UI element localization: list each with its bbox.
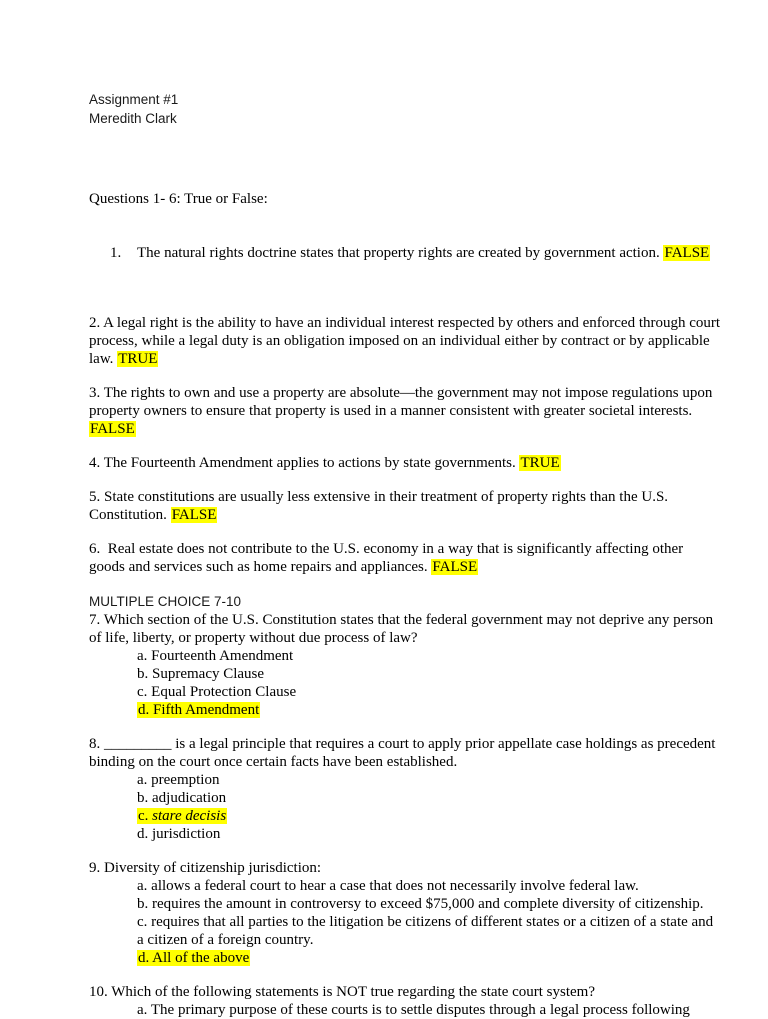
answer-highlight-q6: FALSE: [432, 559, 478, 575]
question-7-option-a: a. Fourteenth Amendment: [137, 648, 294, 664]
answer-highlight-q3: FALSE: [90, 421, 135, 437]
tf-section-heading: Questions 1- 6: True or False:: [89, 191, 268, 207]
question-3-statement: 3. The rights to own and use a property are absolute—the government may not impose regulations upon property owners to ensure that property is used in a manner consistent with greater societal interests.: [89, 385, 717, 419]
answer-highlight-q8: [137, 808, 227, 824]
mc-section-heading: MULTIPLE CHOICE 7-10: [89, 594, 242, 609]
question-6: [89, 540, 722, 576]
question-8-answer-italic: stare decisis: [152, 808, 227, 824]
question-7-option-b: b. Supremacy Clause: [137, 666, 265, 682]
question-5: [89, 488, 722, 524]
question-1-statement: The natural rights doctrine states that property rights are created by government action.: [137, 245, 660, 261]
question-8-answer-prefix: c.: [138, 808, 149, 824]
question-2: [89, 314, 722, 368]
answer-highlight-q7: d. Fifth Amendment: [138, 702, 260, 718]
question-9-option-b: b. requires the amount in controversy to exceed $75,000 and complete diversity of citizenship.: [137, 896, 704, 912]
true-false-section: [89, 154, 722, 298]
author-name: Meredith Clark: [89, 111, 177, 126]
question-9-option-a: a. allows a federal court to hear a case that does not necessarily involve federal law.: [137, 878, 639, 894]
question-7-option-d: [137, 701, 722, 719]
question-1: [89, 244, 722, 262]
question-9-option-c: c. requires that all parties to the litigation be citizens of different states or a citizen of a state and a citizen of a foreign country.: [137, 914, 717, 948]
question-10-option-a: a. The primary purpose of these courts is to settle disputes through a legal process following: [137, 1002, 690, 1018]
question-10-text: 10. Which of the following statements is NOT true regarding the state court system?: [89, 984, 595, 1000]
question-2-statement: 2. A legal right is the ability to have an individual interest respected by others and enforced through court process, while a legal duty is an obligation imposed on an individual either by contract or by applicable law.: [89, 315, 724, 367]
question-7-option-c: c. Equal Protection Clause: [137, 684, 297, 700]
answer-highlight-q4: TRUE: [520, 455, 560, 471]
question-8-text: 8. _________ is a legal principle that requires a court to apply prior appellate case holdings as precedent binding on the court once certain facts have been established.: [89, 736, 720, 770]
question-8-option-b: b. adjudication: [137, 790, 227, 806]
question-6-statement: 6. Real estate does not contribute to the U.S. economy in a way that is significantly affecting other goods and services such as home repairs and appliances.: [89, 541, 687, 575]
question-10-block: [89, 983, 722, 1019]
question-1-number: 1.: [110, 245, 122, 261]
question-8-option-a: a. preemption: [137, 772, 220, 788]
question-9-text: 9. Diversity of citizenship jurisdiction:: [89, 860, 322, 876]
question-3: [89, 384, 722, 438]
question-7-text: 7. Which section of the U.S. Constitution states that the federal government may not deprive any person of life, liberty, or property without due process of law?: [89, 612, 717, 646]
assignment-title: Assignment #1: [89, 92, 179, 107]
question-4: [89, 454, 722, 472]
question-8-option-d: d. jurisdiction: [137, 826, 221, 842]
question-4-statement: 4. The Fourteenth Amendment applies to actions by state governments.: [89, 455, 516, 471]
question-1-text: [137, 244, 722, 262]
question-5-statement: 5. State constitutions are usually less extensive in their treatment of property rights than the U.S. Constitution.: [89, 489, 672, 523]
answer-highlight-q1: FALSE: [664, 245, 710, 261]
header-spacer: [89, 128, 722, 154]
question-8-option-c: [137, 807, 722, 825]
answer-highlight-q5: FALSE: [171, 507, 217, 523]
question-7-block: [89, 592, 722, 719]
question-8-block: [89, 735, 722, 843]
question-9-option-d: [137, 949, 722, 967]
answer-highlight-q9: d. All of the above: [138, 950, 250, 966]
question-9-block: [89, 859, 722, 967]
answer-highlight-q2: TRUE: [118, 351, 158, 367]
document-header: [89, 90, 722, 128]
